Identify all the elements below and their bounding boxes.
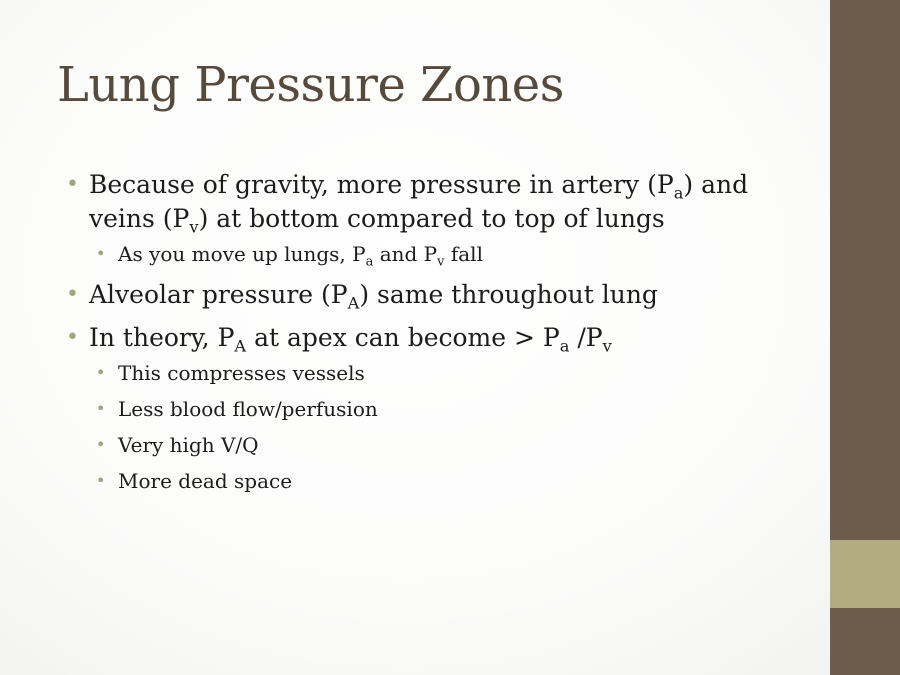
bullet-dot-icon: •	[66, 325, 79, 350]
bullet-gravity-continued	[66, 202, 826, 236]
bullet-dot-icon: •	[96, 399, 106, 418]
bullet-text: veins $(P_v)$ at bottom compared to top of lungs	[89, 204, 665, 237]
bullet-dot-icon: •	[96, 471, 106, 490]
bullet-gravity	[66, 168, 826, 202]
bullet-text: As you move up lungs, $P_a$ and $P_v$ fall	[118, 242, 483, 270]
bullet-text: Alveolar pressure $(P_A)$ same throughout lung	[89, 280, 658, 313]
bullet-dot-icon: •	[96, 363, 106, 382]
bullet-text: Very high V/Q	[118, 433, 259, 457]
bullet-dot-icon: •	[66, 172, 79, 197]
bullet-dot-icon: •	[96, 244, 106, 263]
bullet-theory	[66, 321, 826, 355]
bullet-dot-icon: •	[66, 282, 79, 307]
bullet-text: In theory, $P_A$ at apex can become > $P_a$ $/P_v$	[89, 323, 612, 356]
bullet-dot-icon: •	[96, 435, 106, 454]
bullet-text: Less blood flow/perfusion	[118, 397, 378, 421]
subbullet-blood-flow	[66, 391, 826, 427]
subbullet-vq	[66, 427, 826, 463]
bullet-text: Because of gravity, more pressure in artery $(P_a)$ and	[89, 170, 749, 203]
slide-title: Lung Pressure Zones	[57, 57, 564, 113]
side-accent-block	[830, 540, 900, 608]
bullet-text: More dead space	[118, 469, 293, 493]
subbullet-compresses	[66, 355, 826, 391]
bullet-list	[66, 168, 826, 499]
subbullet-dead-space	[66, 463, 826, 499]
subbullet-move-up	[66, 236, 826, 272]
bullet-alveolar	[66, 278, 826, 312]
bullet-text: This compresses vessels	[118, 361, 365, 385]
